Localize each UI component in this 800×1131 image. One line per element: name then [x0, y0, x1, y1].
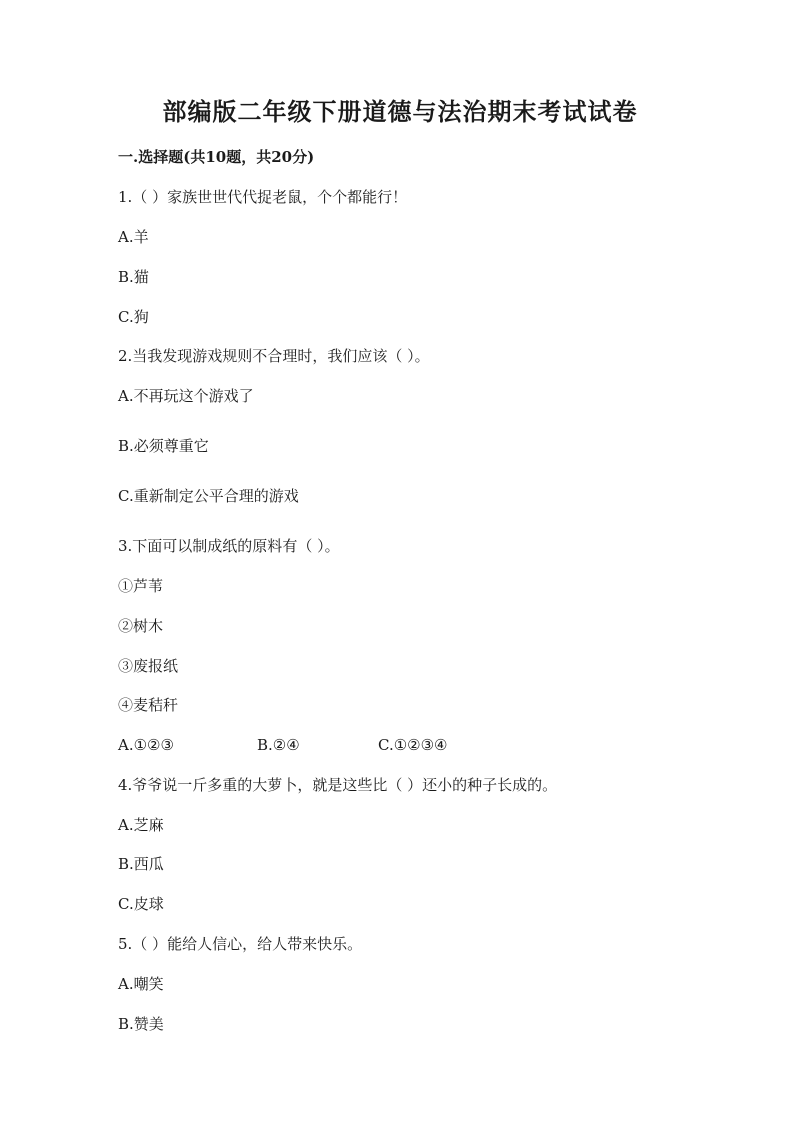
page-title: 部编版二年级下册道德与法治期末考试试卷: [162, 97, 638, 126]
question-1-option-c: C.狗: [118, 308, 149, 326]
question-5-stem: 5.（ ）能给人信心，给人带来快乐。: [118, 935, 363, 953]
question-4-option-b: B.西瓜: [118, 855, 164, 873]
question-5-option-a: A.嘲笑: [118, 975, 164, 993]
question-1-option-a: A.羊: [118, 228, 149, 246]
section-heading: 一.选择题(共10题，共20分): [118, 148, 315, 166]
question-2-option-c: C.重新制定公平合理的游戏: [118, 487, 299, 505]
question-4-option-c: C.皮球: [118, 895, 164, 913]
question-3-stem: 3.下面可以制成纸的原料有（ ）。: [118, 537, 340, 555]
question-3-option-a: A.①②③: [118, 736, 174, 754]
question-3-option-b: B.②④: [257, 736, 300, 754]
question-4-stem: 4.爷爷说一斤多重的大萝卜，就是这些比（ ）还小的种子长成的。: [118, 776, 558, 794]
question-3-item-1: ①芦苇: [118, 577, 164, 595]
question-2-stem: 2.当我发现游戏规则不合理时，我们应该（ ）。: [118, 347, 430, 365]
question-1-option-b: B.猫: [118, 268, 149, 286]
question-4-option-a: A.芝麻: [118, 816, 164, 834]
question-3-item-2: ②树木: [118, 617, 164, 635]
question-3-item-3: ③废报纸: [118, 657, 179, 675]
question-2-option-b: B.必须尊重它: [118, 437, 209, 455]
question-3-item-4: ④麦秸秆: [118, 696, 179, 714]
question-5-option-b: B.赞美: [118, 1015, 164, 1033]
question-1-stem: 1.（ ）家族世世代代捉老鼠，个个都能行！: [118, 188, 408, 206]
question-2-option-a: A.不再玩这个游戏了: [118, 387, 254, 405]
question-3-option-c: C.①②③④: [378, 736, 448, 754]
